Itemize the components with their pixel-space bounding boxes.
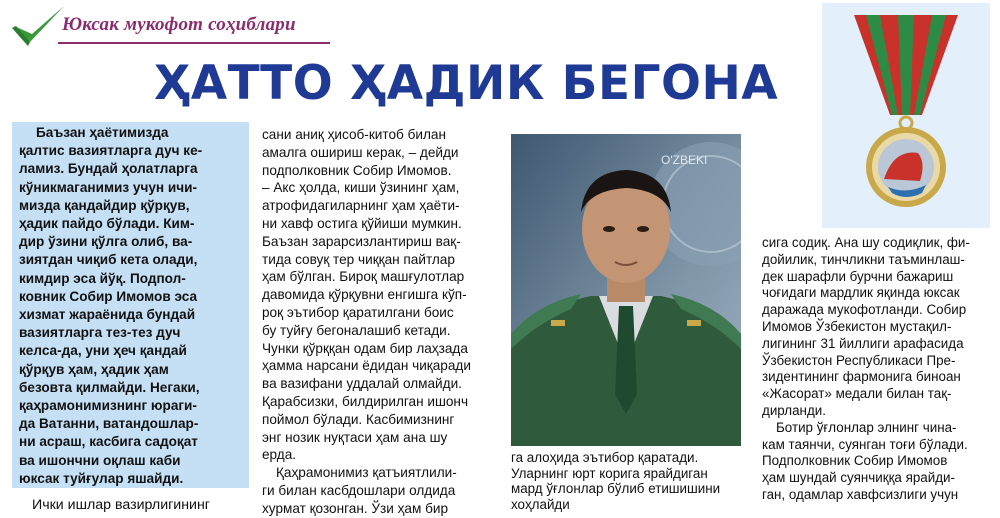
body-text-line: тида совуқ тер чиққан пайтлар xyxy=(262,251,455,267)
body-text-line: давомида қўрқувни енгишга кўп- xyxy=(262,287,467,303)
body-text-line: дойилик, тинчликни таъминлаш- xyxy=(762,251,965,267)
body-text-line: Ўзбекистон Республикаси Пре- xyxy=(762,352,956,368)
body-text-line: га алоҳида эътибор қаратади. xyxy=(511,450,699,465)
lead-line: қаҳрамонимизнинг юраги- xyxy=(19,398,197,413)
officer-photo xyxy=(511,134,741,446)
lead-line: вазиятларга тез-тез дуч xyxy=(19,325,181,341)
lead-line: зиятдан чиқиб кета олади, xyxy=(19,252,198,268)
body-text-line: «Жасорат» медали билан тақ- xyxy=(762,386,952,402)
lead-line: ҳадик пайдо бўлади. Ким- xyxy=(19,216,195,231)
rubric-title: Юксак мукофот соҳиблари xyxy=(62,14,296,35)
body-text-line: Уларнинг юрт корига ярайдиган xyxy=(511,465,708,481)
lead-line: Баъзан ҳаётимизда xyxy=(36,125,169,140)
lead-line: қўрқув ҳам, ҳадик ҳам xyxy=(19,361,169,377)
body-text-line: Қарабсизки, билдирилган ишонч xyxy=(262,394,469,409)
body-text-line: сига содиқ. Ана шу содиқлик, фи- xyxy=(762,235,970,250)
body-text-line: хурмат қозонган. Ўзи ҳам бир xyxy=(262,500,449,516)
body-text-line: дирланди. xyxy=(762,403,826,418)
lead-line: юксак туйғулар яшайди. xyxy=(19,470,184,486)
lead-line: кимдир эса йўқ. Подпол- xyxy=(19,270,186,286)
body-text-line: роқ эътибор қаратилгани боис xyxy=(262,305,454,320)
body-text-line: амалга ошириш керак, – дейди xyxy=(262,144,459,160)
body-text-line: бу туйғу бегоналашиб кетади. xyxy=(262,322,451,338)
lead-line: келса-да, уни ҳеч қандай xyxy=(19,343,187,359)
body-text-line: лигининг 31 йиллиги арафасида xyxy=(762,335,964,351)
body-text-line: – Акс ҳолда, киши ўзининг ҳам, xyxy=(262,180,460,196)
body-text-line: дек шарафли бурчни бажариш xyxy=(762,268,954,284)
body-text-line: ҳамма нарсани ёдидан чиқаради xyxy=(262,358,471,374)
body-text-line: атрофидагиларнинг ҳам ҳаёти- xyxy=(262,198,460,214)
medal-image xyxy=(822,3,990,228)
lead-line: қалтис вазиятларга дуч ке- xyxy=(19,143,203,159)
body-text-line: Имомов Ўзбекистон мустақил- xyxy=(762,319,952,334)
body-text-line: ва вазифани уддалай олмайди. xyxy=(262,376,462,392)
body-text-line: ерда. xyxy=(262,447,297,463)
article-headline: ҲАТТО ҲАДИК БЕГОНА xyxy=(154,56,779,111)
body-text-line: Подполковник Собир Имомов xyxy=(762,453,948,469)
body-text-line: Қаҳрамонимиз қатъиятлили- xyxy=(276,465,457,481)
body-text-line: кам таянчи, суянган тоғи бўлади. xyxy=(762,436,968,452)
lead-line: да Ватанни, ватандошлар- xyxy=(19,416,199,432)
emblem-text: O'ZBEKI xyxy=(661,153,708,167)
rubric-underline xyxy=(58,42,330,44)
lead-line: кўникмаганимиз учун ичи- xyxy=(19,179,198,195)
lead-line: хизмат жараёнида бундай xyxy=(19,307,196,322)
body-text-line: энг нозик нуқтаси ҳам ана шу xyxy=(262,429,448,445)
body-text-line: подполковник Собир Имомов. xyxy=(262,162,452,178)
body-text-line: поймол бўлади. Касбимизнинг xyxy=(262,411,455,427)
lead-line: мизда қандайдир қўрқув, xyxy=(19,197,190,213)
lead-line: безовта қилмайди. Негаки, xyxy=(19,379,200,395)
body-text-line: чоғидаги мардлик яқинда юксак xyxy=(762,285,960,301)
body-text-line: Баъзан зарарсизлантириш вақ- xyxy=(262,233,461,249)
body-text-line: зидентининг фармонига биноан xyxy=(762,369,961,385)
body-text-line: ги билан касбдошлари олдида xyxy=(262,483,456,498)
lead-line: ни асраш, касбига садоқат xyxy=(19,434,198,450)
body-text-line: хоҳлайди xyxy=(511,496,570,512)
body-text-line: даражада мукофотланди. Собир xyxy=(762,302,967,318)
body-text-line: ҳам шундай суянчиққа ярайди- xyxy=(762,470,955,486)
body-text-line: ган, одамлар хавфсизлиги учун xyxy=(762,487,959,502)
lead-line: дир ўзини қўлга олиб, ва- xyxy=(19,234,193,250)
body-text-line: Чунки қўрққан одам бир лаҳзада xyxy=(262,340,468,356)
body-text-line: Ички ишлар вазирлигининг xyxy=(32,497,210,513)
body-text-line: Ботир ўғлонлар элнинг чина- xyxy=(776,419,957,435)
lead-line: ковник Собир Имомов эса xyxy=(19,288,198,304)
body-text-line: ҳам бўлган. Бироқ машғулотлар xyxy=(262,269,465,285)
body-text-line: ни хавф остига қўйиши мумкин. xyxy=(262,216,462,231)
lead-line: ламиз. Бундай ҳолатларга xyxy=(19,161,198,177)
body-text-line: мард ўғлонлар бўлиб етишишини xyxy=(511,481,721,496)
body-text-line: сани аниқ ҳисоб-китоб билан xyxy=(262,127,446,142)
lead-line: ва ишончни оқлаш каби xyxy=(19,452,181,468)
